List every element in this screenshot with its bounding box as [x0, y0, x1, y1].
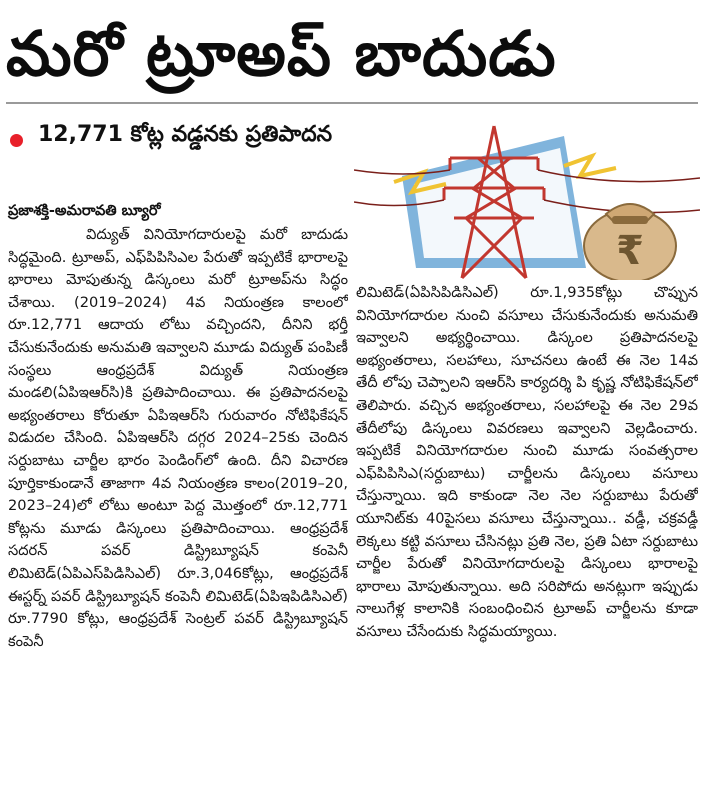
article-text-right: లిమిటెడ్(ఏపిసిపిడిసిఎల్) రూ.1,935కోట్లు చొప్పున వినియోగదారుల నుంచి వసూలు చేసుకునేందుకు అనుమతి ఇవ్వాలని అభ్యర్థించాయి. డిస్కంల ప్రతిపాదనలపై అభ్యంతరాలు, సలహాలు, సూచనలు ఉంటే ఈ నెల 14వ తేదీ లోపు చెప్పాలని ఇఆర్‌సి కార్యదర్శి పి కృష్ణ నోటిఫికేషన్‌లో తెలిపారు. వచ్చిన అభ్యంతరాలు, సలహాలపై ఈ నెల 29వ తేదీలోపు డిస్కంలు వివరణలు ఇవ్వాలని వెల్లడించారు. ఇప్పటికే వినియోగదారుల నుంచి మూడు సంవత్సరాల ఎఫ్‌పిపిసిఎ(సర్దుబాటు) చార్జీలను డిస్కంలు వసూలు చేస్తున్నాయి. ఇది కాకుండా నెల నెల సర్దుబాటు పేరుతో యూనిట్‌కు 40పైసలు వసూలు చేస్తున్నాయి.. వడ్డీ, చక్రవడ్డీ లెక్కలు కట్టి వసూలు చేసినట్లు ప్రతి నెల, ప్రతి ఏటా సర్దుబాటు చార్జీల పేరుతో వినియోగదారులపై డిస్కంలు భారాలపై భారాలు మోపుతున్నాయి. అది సరిపోదు అనట్లుగా ఇప్పుడు నాలుగేళ్ల కాలానికి సంబంధించిన ట్రూఅప్ చార్జీలను కూడా వసూలు చేసేందుకు సిద్ధమయ్యాయి. [356, 284, 698, 640]
rupee-icon: ₹ [616, 228, 644, 274]
subheadline-block [8, 118, 348, 152]
headline: మరో ట్రూఅప్ బాదుడు [6, 17, 557, 90]
headline-divider [6, 102, 698, 104]
article-text-left: విద్యుత్ వినియోగదారులపై మరో బాదుడు సిద్ధమైంది. ట్రూఅప్, ఎఫ్‌పిపిసిఎల పేరుతో ఇప్పటికే భారాలపై భారాలు మోపుతున్న డిస్కంలు మరో ట్రూఅప్‌ను సిద్ధం చేశాయి. (2019–2024) 4వ నియంత్రణ కాలంలో రూ.12,771 ఆదాయ లోటు వచ్చిందని, దీనిని భర్తీ చేసుకునేందుకు అనుమతి ఇవ్వాలని మూడు విద్యుత్ పంపిణీ సంస్థలు ఆంధ్రప్రదేశ్ విద్యుత్ నియంత్రణ మండలి(ఏపిఇఆర్‌సి)కి ప్రతిపాదించాయి. ఈ ప్రతిపాదనలపై అభ్యంతరాలు కోరుతూ ఏపిఇఆర్‌సి గురువారం నోటిఫికేషన్ విడుదల చేసింది. ఏపిఇఆర్‌సి దగ్గర 2024–25కు చెందిన సర్దుబాటు చార్జీల భారం పెండింగ్‌లో ఉంది. దీని విచారణ పూర్తికాకుండానే తాజాగా 4వ నియంత్రణ కాలం(2019–20, 2023–24)లో లోటు అంటూ పెద్ద మొత్తంలో రూ.12,771 కోట్లను మూడు డిస్కంలు ప్రతిపాదించాయి. ఆంధ్రప్రదేశ్ సదరన్ పవర్ డిస్ట్రిబ్యూషన్ కంపెనీ లిమిటెడ్(ఏపిఎస్‌పిడిసిఎల్) రూ.3,046కోట్లు, ఆంధ్రప్రదేశ్ ఈస్టర్న్ పవర్ డిస్ట్రిబ్యూషన్ కంపెనీ లిమిటెడ్(ఏపిఇపిడిసిఎల్) రూ.7790 కోట్లు, ఆంధ్రప్రదేశ్ సెంట్రల్ పవర్ డిస్ట్రిబ్యూషన్ కంపెనీ [8, 226, 348, 650]
illustration-svg [354, 118, 700, 280]
article-column-right [356, 282, 698, 802]
red-bullet-icon [10, 134, 23, 147]
article-column-left [8, 224, 348, 804]
subheadline: 12,771 కోట్ల వడ్డనకు ప్రతిపాదన [38, 122, 333, 147]
byline: ప్రజాశక్తి-అమరావతి బ్యూరో [8, 203, 161, 219]
power-tower-illustration [354, 118, 700, 280]
